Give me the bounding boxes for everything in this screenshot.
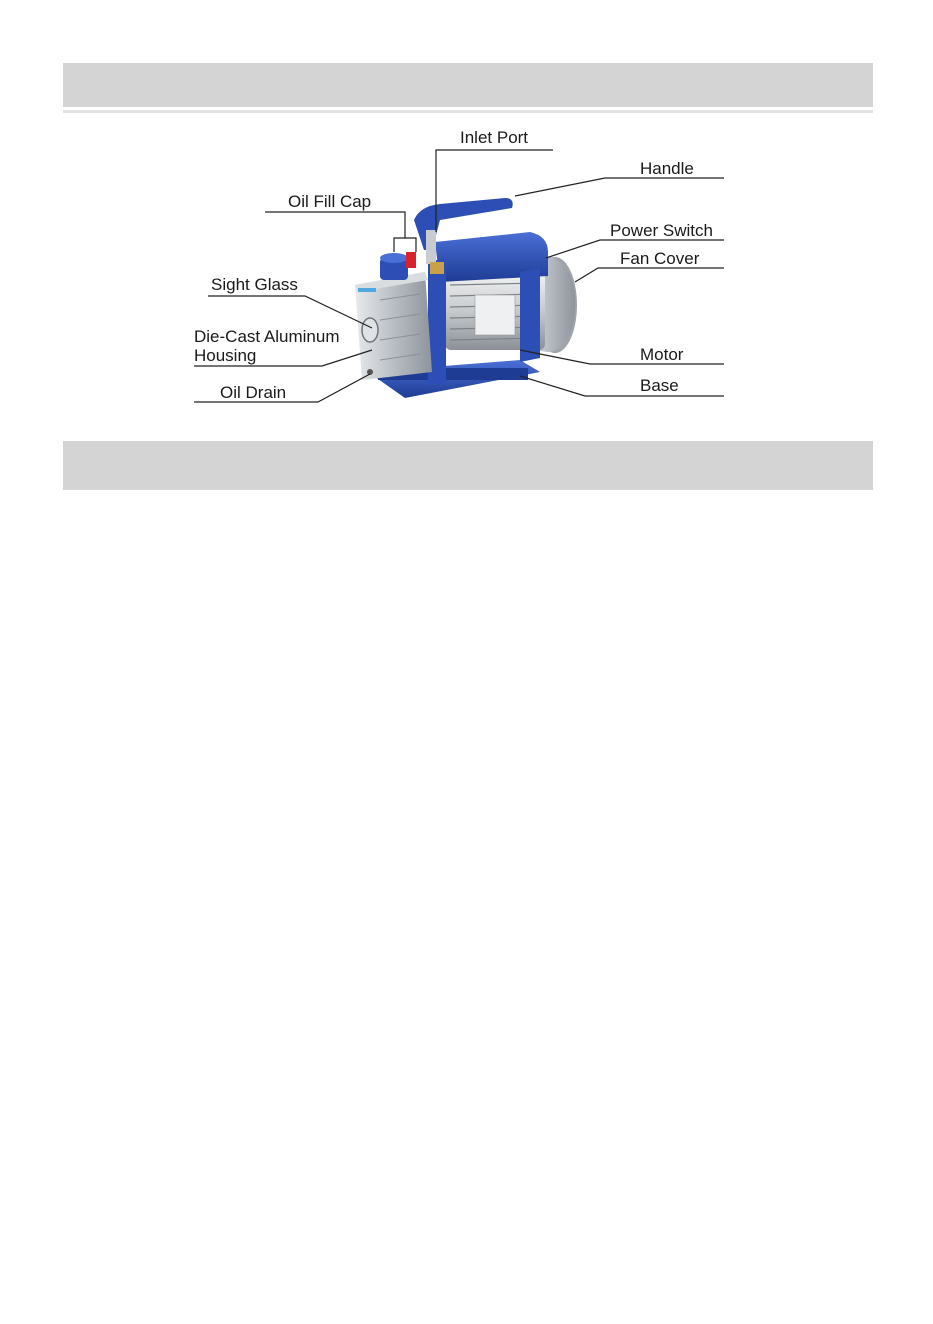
label-base: Base xyxy=(640,376,679,395)
label-fan-cover: Fan Cover xyxy=(620,249,700,268)
label-housing-line1: Die-Cast Aluminum xyxy=(194,327,340,346)
section-header-bar xyxy=(63,441,873,490)
pump-illustration xyxy=(355,198,577,398)
label-power-switch: Power Switch xyxy=(610,221,713,240)
label-handle: Handle xyxy=(640,159,694,178)
vacuum-pump-diagram xyxy=(0,0,933,420)
label-housing-line2: Housing xyxy=(194,346,257,365)
label-oil-drain: Oil Drain xyxy=(220,383,287,402)
label-oil-fill-cap: Oil Fill Cap xyxy=(288,192,372,211)
label-motor: Motor xyxy=(640,345,684,364)
label-inlet-port: Inlet Port xyxy=(460,128,529,147)
label-sight-glass: Sight Glass xyxy=(211,275,298,294)
